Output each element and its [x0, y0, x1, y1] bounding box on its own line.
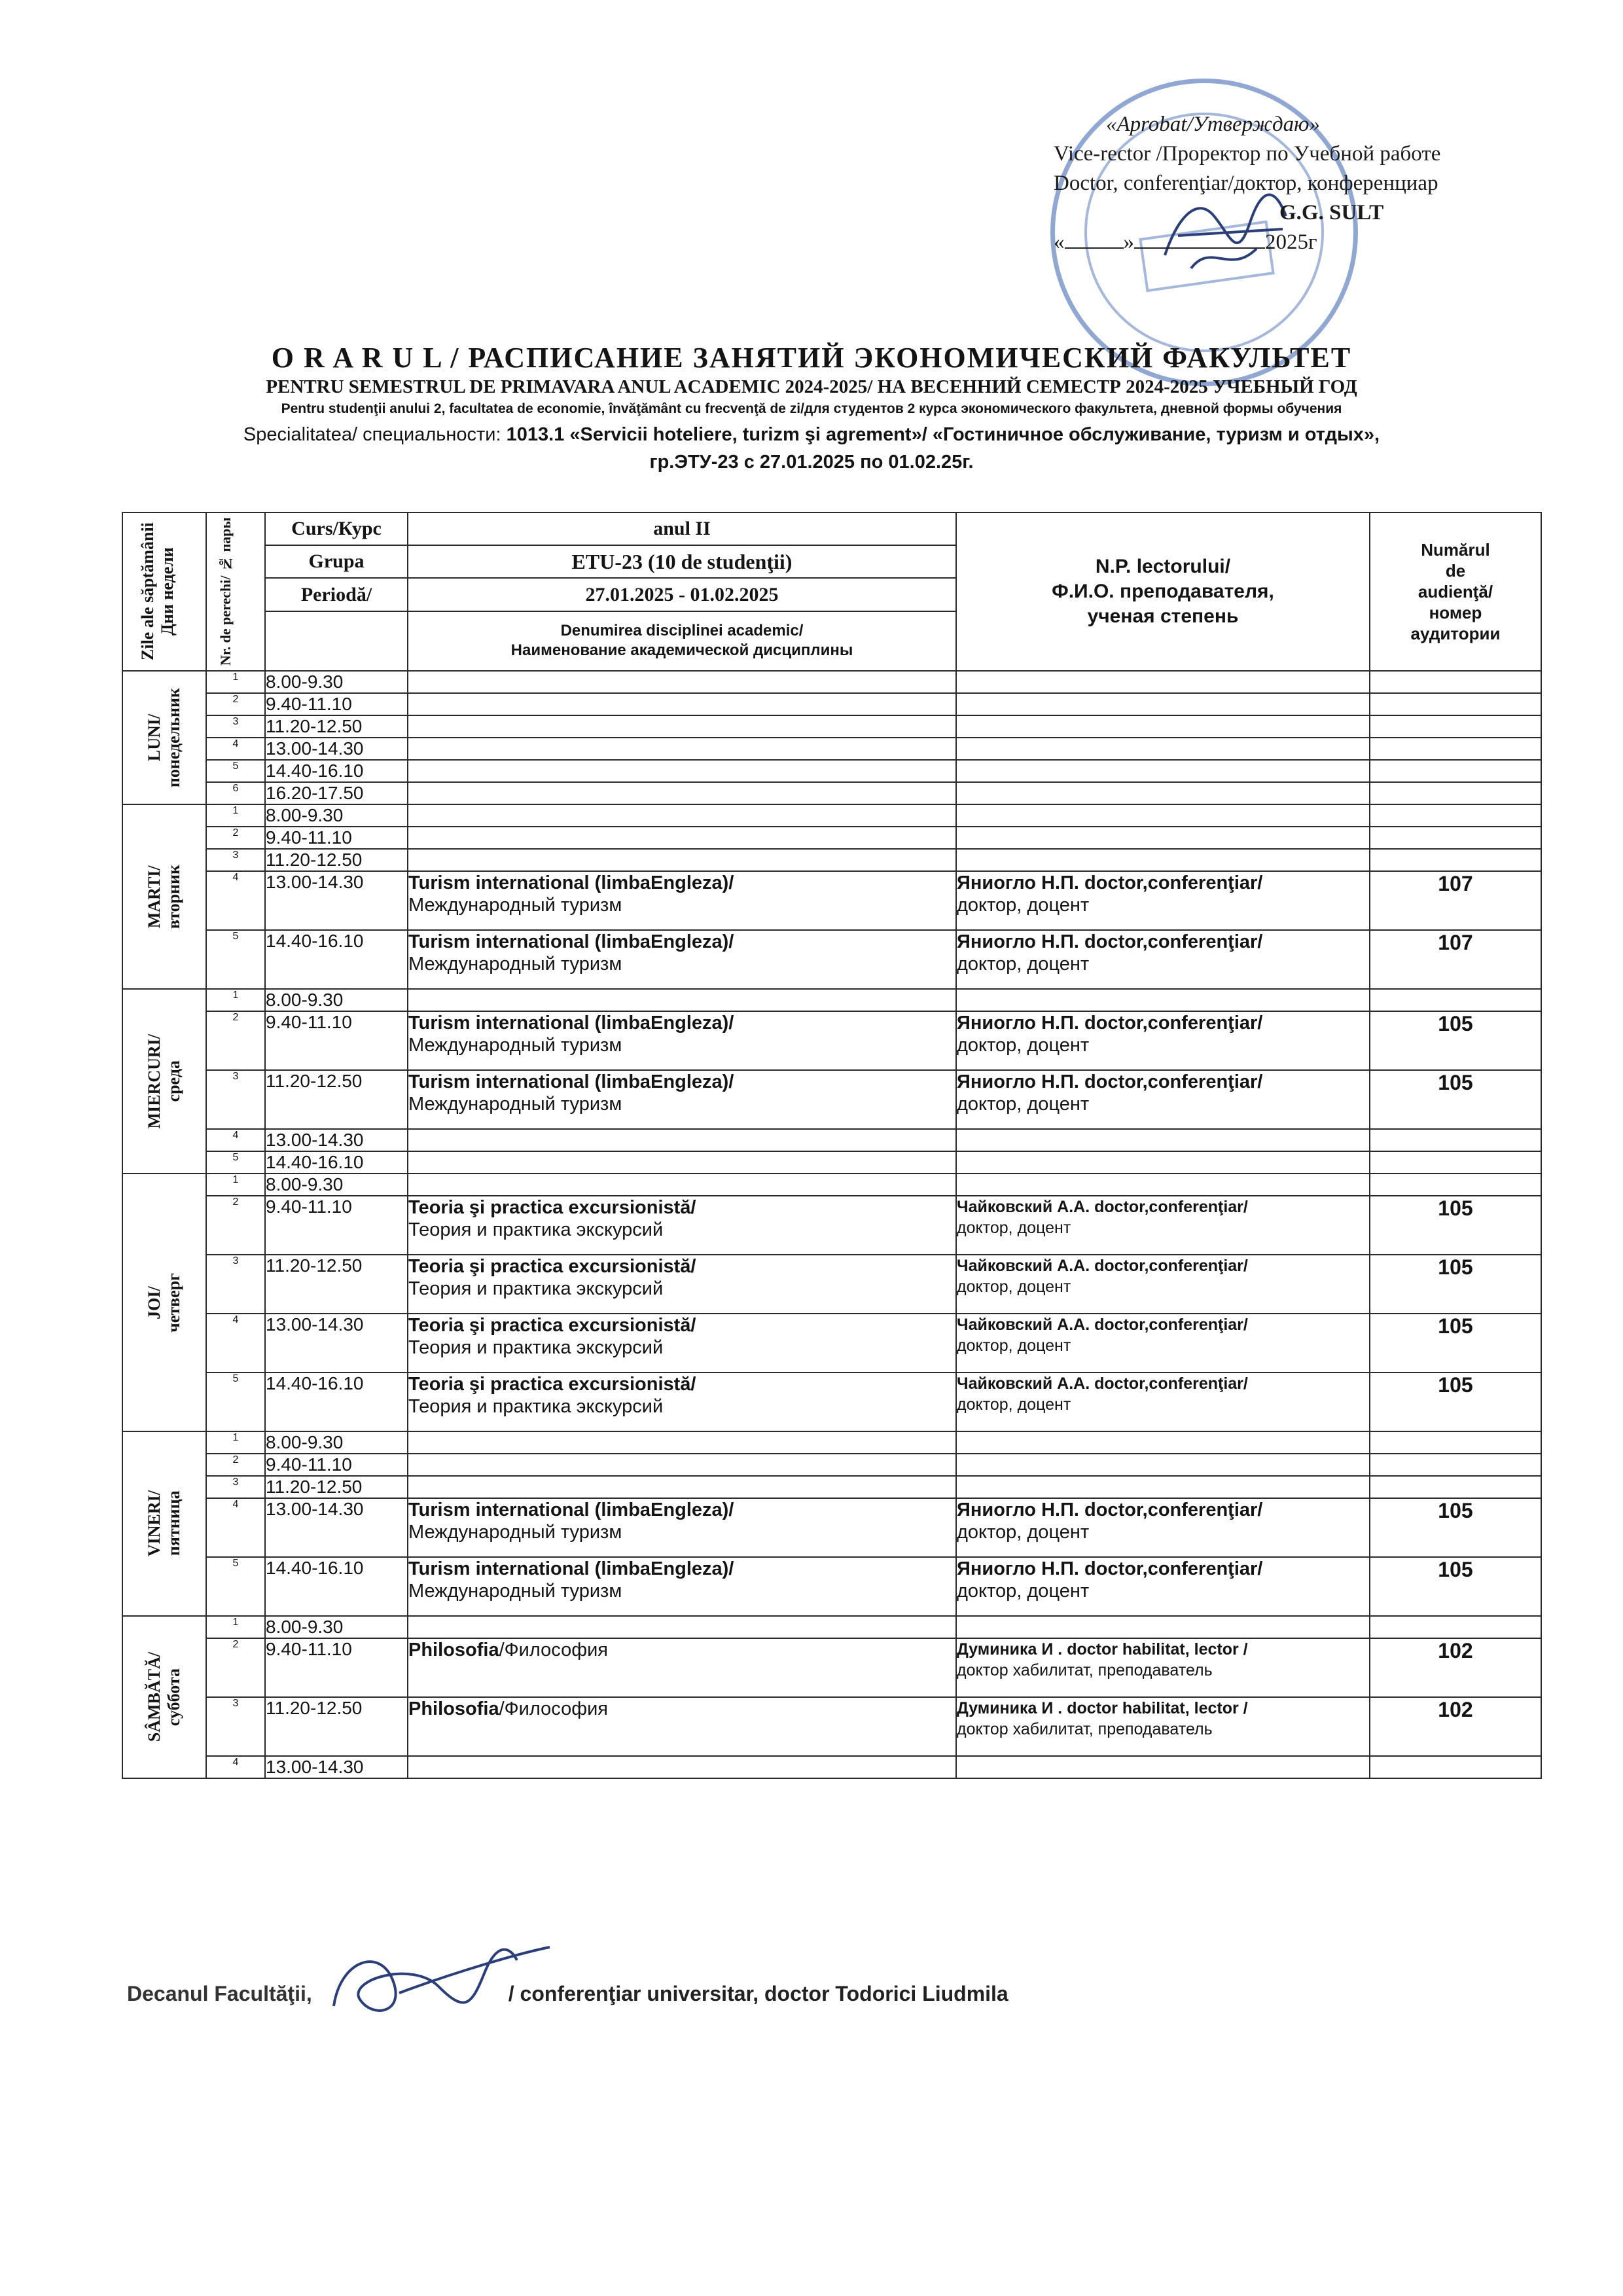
table-row	[122, 1129, 1541, 1151]
lecturer-cell	[956, 782, 1370, 804]
title-block	[79, 340, 1544, 475]
lecturer-name: Чайковский А.А. doctor,conferenţiar/	[957, 1316, 1248, 1334]
lecturer-degree: доктор, доцент	[957, 1581, 1090, 1602]
pair-number: 5	[206, 1557, 265, 1616]
discipline-ru: Международный туризм	[408, 1522, 622, 1543]
day-label	[145, 865, 184, 929]
discipline-ro: Teoria şi practica excursionistă/	[408, 1256, 696, 1277]
discipline-ro: Teoria şi practica excursionistă/	[408, 1374, 696, 1395]
lecturer-cell	[956, 1616, 1370, 1638]
auditorium-number: 105	[1370, 1314, 1541, 1372]
denumirea-2: Наименование академической дисциплины	[510, 641, 853, 660]
pair-number: 1	[206, 671, 265, 693]
group-period-line: гр.ЭТУ-23 с 27.01.2025 по 01.02.25г.	[649, 452, 974, 473]
header-lector-1: N.P. lectorului/	[1095, 556, 1231, 577]
pair-time: 8.00-9.30	[265, 671, 408, 693]
table-row	[122, 760, 1541, 782]
header-lector-2: Ф.И.О. преподавателя,	[1052, 581, 1274, 602]
auditorium-number	[1370, 1151, 1541, 1174]
pair-time: 13.00-14.30	[265, 1756, 408, 1778]
pair-time: 9.40-11.10	[265, 693, 408, 715]
approval-position: Vice-rector /Проректор по Учебной работе	[1054, 142, 1441, 166]
approval-name: G.G. SULT	[1279, 201, 1384, 224]
discipline-cell	[408, 1011, 956, 1070]
header-aud-5: аудитории	[1410, 624, 1501, 643]
pair-time: 14.40-16.10	[265, 1372, 408, 1431]
auditorium-number	[1370, 760, 1541, 782]
curs-label: Curs/Курс	[265, 512, 408, 545]
lecturer-cell	[956, 1070, 1370, 1129]
students-line: Pentru studenţii anului 2, facultatea de economie, învăţământ cu frecvenţă de zi/для студентов 2 курса экономического факультета, дневной формы обучения	[281, 401, 1342, 416]
header-nr	[206, 512, 265, 671]
lecturer-degree: доктор, доцент	[957, 1336, 1071, 1355]
schedule-body	[122, 671, 1541, 1778]
pair-number: 3	[206, 715, 265, 738]
day-name-ru: пятница	[164, 1491, 183, 1556]
lecturer-degree: доктор хабилитат, преподаватель	[957, 1720, 1213, 1738]
lecturer-cell	[956, 671, 1370, 693]
lecturer-cell	[956, 1431, 1370, 1454]
day-label	[145, 1490, 184, 1556]
header-aud-2: de	[1445, 561, 1466, 581]
discipline-cell	[408, 1454, 956, 1476]
discipline-cell	[408, 693, 956, 715]
discipline-ru: Международный туризм	[408, 895, 622, 916]
discipline-cell	[408, 1174, 956, 1196]
lecturer-degree: доктор, доцент	[957, 1522, 1090, 1543]
table-row	[122, 715, 1541, 738]
discipline-ru: Международный туризм	[408, 1035, 622, 1056]
lecturer-cell	[956, 1011, 1370, 1070]
approval-block	[1054, 110, 1512, 257]
auditorium-number	[1370, 989, 1541, 1011]
table-row	[122, 930, 1541, 989]
auditorium-number: 105	[1370, 1557, 1541, 1616]
specialty-label: Specialitatea/ специальности:	[243, 424, 501, 445]
pair-number: 5	[206, 930, 265, 989]
pair-number: 3	[206, 1070, 265, 1129]
denumirea-header	[408, 611, 956, 671]
day-name-ro: JOI/	[145, 1285, 164, 1319]
auditorium-number: 105	[1370, 1372, 1541, 1431]
pair-time: 16.20-17.50	[265, 782, 408, 804]
day-label	[145, 1034, 184, 1128]
lecturer-degree: доктор, доцент	[957, 1395, 1071, 1414]
pair-time: 11.20-12.50	[265, 1255, 408, 1314]
pair-time: 9.40-11.10	[265, 1454, 408, 1476]
auditorium-number	[1370, 782, 1541, 804]
pair-time: 13.00-14.30	[265, 1314, 408, 1372]
lecturer-cell	[956, 1557, 1370, 1616]
lecturer-cell	[956, 849, 1370, 871]
pair-time: 14.40-16.10	[265, 1151, 408, 1174]
approval-date	[1054, 228, 1512, 257]
auditorium-number	[1370, 804, 1541, 827]
grupa-label: Grupa	[265, 545, 408, 578]
discipline-cell	[408, 1557, 956, 1616]
table-row	[122, 1255, 1541, 1314]
pair-number: 1	[206, 1174, 265, 1196]
discipline-ru: Международный туризм	[408, 1094, 622, 1115]
discipline-cell	[408, 1129, 956, 1151]
lecturer-name: Думиника И . doctor habilitat, lector /	[957, 1640, 1248, 1659]
day-cell	[122, 1616, 206, 1778]
lecturer-cell	[956, 871, 1370, 930]
day-name-ro: LUNI/	[145, 713, 164, 762]
auditorium-number: 107	[1370, 871, 1541, 930]
header-lector-3: ученая степень	[1087, 605, 1239, 627]
discipline-cell	[408, 715, 956, 738]
day-name-ro: VINERI/	[145, 1490, 164, 1557]
discipline-ro: Teoria şi practica excursionistă/	[408, 1315, 696, 1336]
pair-time: 11.20-12.50	[265, 715, 408, 738]
lecturer-cell	[956, 1498, 1370, 1557]
discipline-cell	[408, 1196, 956, 1255]
pair-number: 1	[206, 1431, 265, 1454]
discipline-cell	[408, 1255, 956, 1314]
pair-number: 5	[206, 1151, 265, 1174]
lecturer-name: Яниогло Н.П. doctor,conferenţiar/	[957, 872, 1263, 893]
table-row	[122, 1454, 1541, 1476]
auditorium-number: 107	[1370, 930, 1541, 989]
footer	[127, 1982, 1008, 2006]
pair-time: 9.40-11.10	[265, 1638, 408, 1697]
pair-number: 2	[206, 1638, 265, 1697]
discipline-ru: Теория и практика экскурсий	[408, 1396, 664, 1417]
discipline-cell	[408, 1151, 956, 1174]
pair-time: 11.20-12.50	[265, 1070, 408, 1129]
auditorium-number: 105	[1370, 1070, 1541, 1129]
auditorium-number	[1370, 1616, 1541, 1638]
pair-time: 13.00-14.30	[265, 1498, 408, 1557]
pair-time: 13.00-14.30	[265, 871, 408, 930]
auditorium-number: 102	[1370, 1697, 1541, 1756]
discipline-cell	[408, 1314, 956, 1372]
pair-time: 14.40-16.10	[265, 930, 408, 989]
table-row	[122, 1697, 1541, 1756]
day-name-ru: суббота	[164, 1668, 183, 1727]
lecturer-degree: доктор, доцент	[957, 1035, 1090, 1056]
discipline-ru: Теория и практика экскурсий	[408, 1337, 664, 1358]
table-row	[122, 1011, 1541, 1070]
pair-time: 11.20-12.50	[265, 849, 408, 871]
discipline-cell	[408, 760, 956, 782]
discipline-cell	[408, 1638, 956, 1697]
pair-number: 4	[206, 738, 265, 760]
header-aud-1: Numărul	[1421, 540, 1490, 560]
auditorium-number	[1370, 1454, 1541, 1476]
table-row	[122, 671, 1541, 693]
specialty-value: 1013.1 «Servicii hoteliere, turizm şi agrement»/ «Гостиничное обслуживание, туризм и отдых»,	[501, 424, 1380, 445]
discipline-cell	[408, 1498, 956, 1557]
pair-time: 8.00-9.30	[265, 1616, 408, 1638]
day-label	[145, 688, 184, 787]
lecturer-cell	[956, 930, 1370, 989]
discipline-cell	[408, 738, 956, 760]
lecturer-name: Чайковский А.А. doctor,conferenţiar/	[957, 1257, 1248, 1275]
auditorium-number	[1370, 849, 1541, 871]
table-row	[122, 1372, 1541, 1431]
lecturer-cell	[956, 1255, 1370, 1314]
discipline-cell	[408, 1756, 956, 1778]
pair-time: 9.40-11.10	[265, 827, 408, 849]
approval-date-year: 2025г	[1265, 230, 1317, 254]
pair-number: 2	[206, 693, 265, 715]
auditorium-number	[1370, 671, 1541, 693]
table-row	[122, 1070, 1541, 1129]
discipline-cell	[408, 1616, 956, 1638]
auditorium-number	[1370, 715, 1541, 738]
pair-time: 13.00-14.30	[265, 1129, 408, 1151]
approval-date-mid: »	[1123, 230, 1134, 254]
table-row	[122, 1616, 1541, 1638]
day-cell	[122, 671, 206, 804]
auditorium-number	[1370, 1756, 1541, 1778]
lecturer-degree: доктор, доцент	[957, 1278, 1071, 1296]
day-cell	[122, 989, 206, 1174]
lecturer-cell	[956, 1756, 1370, 1778]
discipline-ro: Teoria şi practica excursionistă/	[408, 1197, 696, 1218]
pair-time: 8.00-9.30	[265, 804, 408, 827]
approval-degree: Doctor, conferenţiar/доктор, конференциар	[1054, 171, 1438, 195]
day-name-ro: MIERCURI/	[145, 1033, 164, 1129]
discipline-ru: /Философия	[499, 1698, 608, 1719]
table-row	[122, 1756, 1541, 1778]
header-aud-4: номер	[1429, 603, 1482, 622]
pair-number: 1	[206, 1616, 265, 1638]
pair-number: 5	[206, 1372, 265, 1431]
discipline-ro: Turism international (limbaEngleza)/	[408, 931, 734, 952]
auditorium-number	[1370, 1174, 1541, 1196]
table-row	[122, 1151, 1541, 1174]
auditorium-number	[1370, 738, 1541, 760]
pair-number: 3	[206, 1697, 265, 1756]
table-row	[122, 827, 1541, 849]
auditorium-number	[1370, 827, 1541, 849]
lecturer-cell	[956, 1196, 1370, 1255]
lecturer-degree: доктор, доцент	[957, 1219, 1071, 1237]
lecturer-name: Чайковский А.А. doctor,conferenţiar/	[957, 1374, 1248, 1393]
lecturer-cell	[956, 1151, 1370, 1174]
lecturer-cell	[956, 738, 1370, 760]
lecturer-degree: доктор, доцент	[957, 895, 1090, 916]
discipline-ru: Международный туризм	[408, 1581, 622, 1602]
day-name-ru: четверг	[164, 1272, 183, 1333]
table-row	[122, 1498, 1541, 1557]
header-day-label: Zile ale săptămânii Дни недели	[138, 522, 177, 661]
pair-number: 3	[206, 1476, 265, 1498]
auditorium-number	[1370, 1431, 1541, 1454]
dean-name: / conferenţiar universitar, doctor Todorici Liudmila	[508, 1982, 1008, 2005]
lecturer-cell	[956, 1372, 1370, 1431]
pair-number: 2	[206, 827, 265, 849]
discipline-cell	[408, 1070, 956, 1129]
table-row	[122, 1476, 1541, 1498]
table-row	[122, 871, 1541, 930]
lecturer-cell	[956, 1476, 1370, 1498]
lecturer-cell	[956, 989, 1370, 1011]
curs-value: anul II	[408, 512, 956, 545]
lecturer-name: Чайковский А.А. doctor,conferenţiar/	[957, 1198, 1248, 1216]
discipline-ro: Philosofia	[408, 1698, 499, 1719]
denumirea-blank	[265, 611, 408, 671]
pair-time: 9.40-11.10	[265, 1011, 408, 1070]
discipline-cell	[408, 989, 956, 1011]
day-name-ro: SÂMBĂTĂ/	[145, 1652, 164, 1742]
header-aud-3: audienţă/	[1418, 582, 1493, 601]
pair-time: 9.40-11.10	[265, 1196, 408, 1255]
auditorium-number: 105	[1370, 1011, 1541, 1070]
lecturer-cell	[956, 1697, 1370, 1756]
lecturer-cell	[956, 804, 1370, 827]
discipline-cell	[408, 671, 956, 693]
pair-number: 4	[206, 1314, 265, 1372]
discipline-ro: Turism international (limbaEngleza)/	[408, 1071, 734, 1092]
lecturer-cell	[956, 1129, 1370, 1151]
pair-number: 4	[206, 1498, 265, 1557]
lecturer-name: Яниогло Н.П. doctor,conferenţiar/	[957, 1499, 1263, 1520]
day-name-ru: понедельник	[164, 687, 183, 788]
approval-date-open: «	[1054, 230, 1065, 254]
pair-time: 8.00-9.30	[265, 989, 408, 1011]
table-row	[122, 1174, 1541, 1196]
pair-number: 2	[206, 1454, 265, 1476]
day-label	[145, 1652, 184, 1742]
auditorium-number: 102	[1370, 1638, 1541, 1697]
table-row	[122, 1314, 1541, 1372]
specialty-line	[79, 420, 1544, 449]
lecturer-cell	[956, 1314, 1370, 1372]
pair-time: 14.40-16.10	[265, 1557, 408, 1616]
lecturer-cell	[956, 760, 1370, 782]
lecturer-name: Яниогло Н.П. doctor,conferenţiar/	[957, 931, 1263, 952]
lecturer-cell	[956, 1454, 1370, 1476]
pair-number: 1	[206, 804, 265, 827]
lecturer-degree: доктор, доцент	[957, 954, 1090, 975]
pair-number: 2	[206, 1196, 265, 1255]
denumirea-1: Denumirea disciplinei academic/	[560, 622, 804, 640]
pair-time: 11.20-12.50	[265, 1476, 408, 1498]
pair-number: 3	[206, 849, 265, 871]
auditorium-number	[1370, 693, 1541, 715]
header-lector	[956, 512, 1370, 671]
discipline-ru: Теория и практика экскурсий	[408, 1219, 664, 1240]
auditorium-number	[1370, 1129, 1541, 1151]
perioada-label: Periodă/	[265, 578, 408, 611]
dean-label: Decanul Facultăţii,	[127, 1982, 312, 2005]
lecturer-cell	[956, 693, 1370, 715]
pair-number: 5	[206, 760, 265, 782]
lecturer-degree: доктор, доцент	[957, 1094, 1090, 1115]
lecturer-name: Яниогло Н.П. doctor,conferenţiar/	[957, 1558, 1263, 1579]
auditorium-number	[1370, 1476, 1541, 1498]
pair-time: 13.00-14.30	[265, 738, 408, 760]
discipline-cell	[408, 782, 956, 804]
auditorium-number: 105	[1370, 1196, 1541, 1255]
day-cell	[122, 1431, 206, 1616]
discipline-cell	[408, 1431, 956, 1454]
discipline-cell	[408, 1476, 956, 1498]
table-row	[122, 1557, 1541, 1616]
table-row	[122, 804, 1541, 827]
pair-number: 3	[206, 1255, 265, 1314]
discipline-ro: Philosofia	[408, 1640, 499, 1660]
day-cell	[122, 804, 206, 989]
header-nr-label: Nr. de perechi/ № пары	[217, 517, 234, 666]
discipline-ru: /Философия	[499, 1640, 608, 1660]
grupa-value: ETU-23 (10 de studenţii)	[408, 545, 956, 578]
discipline-cell	[408, 804, 956, 827]
auditorium-number: 105	[1370, 1255, 1541, 1314]
day-name-ru: вторник	[164, 864, 183, 929]
table-row	[122, 1638, 1541, 1697]
discipline-ru: Теория и практика экскурсий	[408, 1278, 664, 1299]
discipline-cell	[408, 1697, 956, 1756]
discipline-cell	[408, 827, 956, 849]
discipline-ro: Turism international (limbaEngleza)/	[408, 1558, 734, 1579]
lecturer-cell	[956, 1174, 1370, 1196]
pair-number: 4	[206, 1129, 265, 1151]
lecturer-cell	[956, 827, 1370, 849]
auditorium-number: 105	[1370, 1498, 1541, 1557]
schedule-title: O R A R U L / РАСПИСАНИЕ ЗАНЯТИЙ ЭКОНОМИЧЕСКИЙ ФАКУЛЬТЕТ	[271, 342, 1352, 374]
discipline-ro: Turism international (limbaEngleza)/	[408, 1013, 734, 1033]
pair-number: 4	[206, 1756, 265, 1778]
lecturer-name: Думиника И . doctor habilitat, lector /	[957, 1699, 1248, 1717]
header-day	[122, 512, 206, 671]
discipline-ro: Turism international (limbaEngleza)/	[408, 872, 734, 893]
perioada-value: 27.01.2025 - 01.02.2025	[408, 578, 956, 611]
approval-title: «Aprobat/Утверждаю»	[1106, 113, 1320, 136]
discipline-cell	[408, 849, 956, 871]
discipline-ru: Международный туризм	[408, 954, 622, 975]
day-name-ro: MARTI/	[145, 865, 164, 928]
header-auditorium	[1370, 512, 1541, 671]
table-row	[122, 693, 1541, 715]
lecturer-name: Яниогло Н.П. doctor,conferenţiar/	[957, 1013, 1263, 1033]
pair-number: 1	[206, 989, 265, 1011]
table-row	[122, 1431, 1541, 1454]
pair-number: 4	[206, 871, 265, 930]
pair-number: 6	[206, 782, 265, 804]
day-label	[145, 1273, 184, 1333]
pair-time: 14.40-16.10	[265, 760, 408, 782]
discipline-cell	[408, 930, 956, 989]
table-row	[122, 782, 1541, 804]
day-cell	[122, 1174, 206, 1431]
pair-number: 2	[206, 1011, 265, 1070]
schedule-table	[122, 512, 1542, 1779]
discipline-ro: Turism international (limbaEngleza)/	[408, 1499, 734, 1520]
table-row	[122, 849, 1541, 871]
lecturer-cell	[956, 1638, 1370, 1697]
table-row	[122, 738, 1541, 760]
pair-time: 8.00-9.30	[265, 1174, 408, 1196]
lecturer-degree: доктор хабилитат, преподаватель	[957, 1661, 1213, 1679]
table-row	[122, 989, 1541, 1011]
lecturer-cell	[956, 715, 1370, 738]
semester-line: PENTRU SEMESTRUL DE PRIMAVARA ANUL ACADEMIC 2024-2025/ НА ВЕСЕННИЙ СЕМЕСТР 2024-2025 УЧЕБНЫЙ ГОД	[266, 376, 1357, 397]
pair-time: 8.00-9.30	[265, 1431, 408, 1454]
day-name-ru: среда	[164, 1060, 183, 1102]
lecturer-name: Яниогло Н.П. doctor,conferenţiar/	[957, 1071, 1263, 1092]
pair-time: 11.20-12.50	[265, 1697, 408, 1756]
discipline-cell	[408, 1372, 956, 1431]
discipline-cell	[408, 871, 956, 930]
table-row	[122, 1196, 1541, 1255]
